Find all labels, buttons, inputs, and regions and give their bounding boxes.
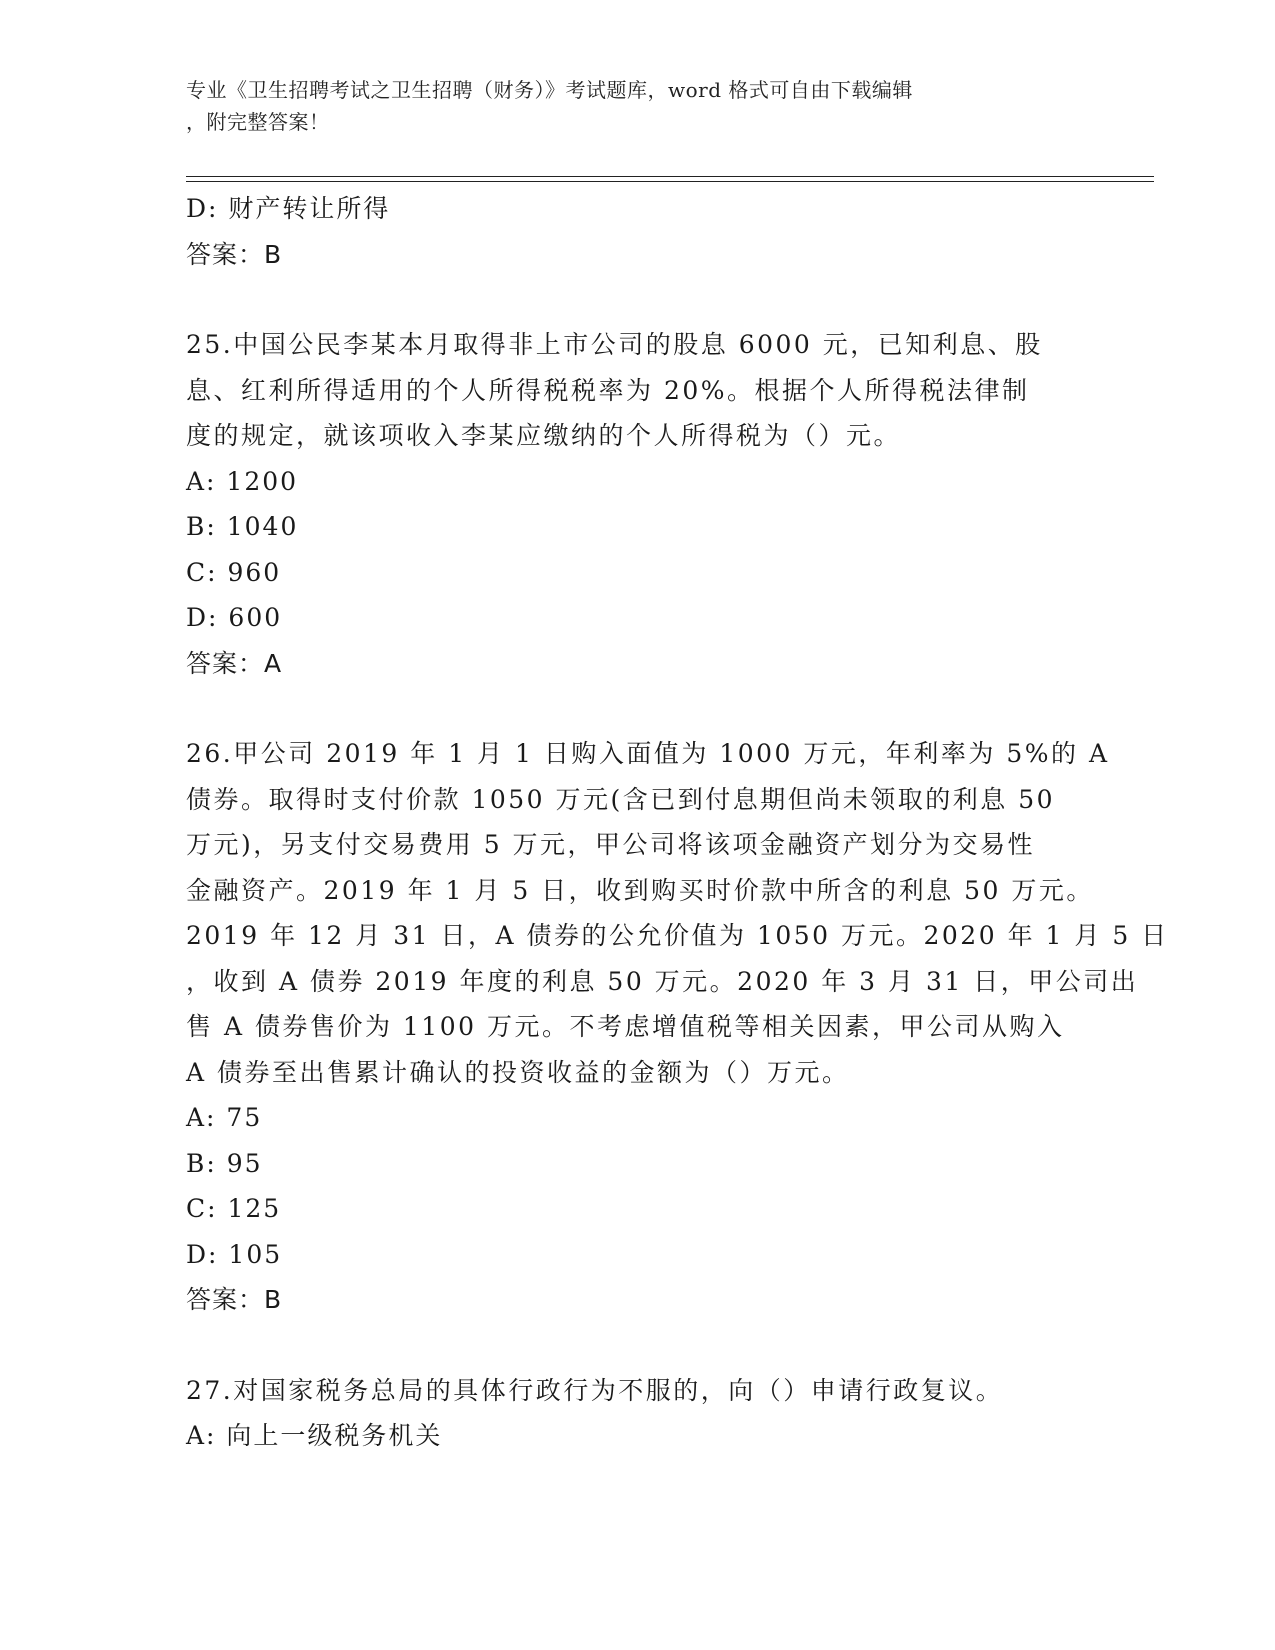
stem-line: 息、红利所得适用的个人所得税税率为 20%。根据个人所得税法律制 xyxy=(186,375,1030,405)
option-a: A: 向上一级税务机关 xyxy=(186,1421,443,1450)
option-a: A: 1200 xyxy=(186,466,299,496)
header-divider xyxy=(186,176,1154,182)
question-stem xyxy=(186,1368,1086,1414)
question-26 xyxy=(186,731,1169,1323)
stem-line: 2019 年 12 月 31 日，A 债券的公允价值为 1050 万元。2020 年 1 月 5 日 xyxy=(186,921,1169,950)
prev-answer: 答案：B xyxy=(186,239,283,269)
option-c: C: 960 xyxy=(186,557,282,587)
option-b: B: 95 xyxy=(186,1148,263,1178)
option-c: C: 125 xyxy=(186,1194,282,1223)
question-25 xyxy=(186,322,1086,686)
page-header xyxy=(186,74,1066,138)
stem-line: 万元)，另支付交易费用 5 万元，甲公司将该项金融资产划分为交易性 xyxy=(186,830,1036,859)
question-stem xyxy=(186,731,1169,1095)
answer: 答案：A xyxy=(186,648,283,678)
stem-line: 债券。取得时支付价款 1050 万元(含已到付息期但尚未领取的利息 50 xyxy=(186,784,1056,814)
stem-line: 25.中国公民李某本月取得非上市公司的股息 6000 元，已知利息、股 xyxy=(186,330,1043,359)
stem-line: 售 A 债券售价为 1100 万元。不考虑增值税等相关因素，甲公司从购入 xyxy=(186,1012,1065,1041)
question-content xyxy=(186,186,1169,1459)
option-b: B: 1040 xyxy=(186,512,299,541)
question-stem xyxy=(186,322,1086,459)
stem-line: 26.甲公司 2019 年 1 月 1 日购入面值为 1000 万元，年利率为 5%的 A xyxy=(186,739,1110,768)
header-title-line-1: 专业《卫生招聘考试之卫生招聘（财务）》考试题库，word 格式可自由下载编辑 xyxy=(186,78,913,102)
stem-line: 度的规定，就该项收入李某应缴纳的个人所得税为（）元。 xyxy=(186,421,902,450)
question-27 xyxy=(186,1368,1086,1459)
stem-line: 27.对国家税务总局的具体行政行为不服的，向（）申请行政复议。 xyxy=(186,1375,1004,1405)
stem-line: 金融资产。2019 年 1 月 5 日，收到购买时价款中所含的利息 50 万元。 xyxy=(186,875,1094,905)
stem-line: A 债券至出售累计确认的投资收益的金额为（）万元。 xyxy=(186,1057,850,1087)
option-a: A: 75 xyxy=(186,1103,263,1132)
option-d: D: 600 xyxy=(186,603,283,632)
answer: 答案：B xyxy=(186,1285,283,1314)
header-title-line-2: ，附完整答案！ xyxy=(186,110,330,134)
option-d: D: 105 xyxy=(186,1239,283,1269)
prev-option-d: D: 财产转让所得 xyxy=(186,194,391,223)
stem-line: ，收到 A 债券 2019 年度的利息 50 万元。2020 年 3 月 31 日，甲公司出 xyxy=(186,966,1139,996)
